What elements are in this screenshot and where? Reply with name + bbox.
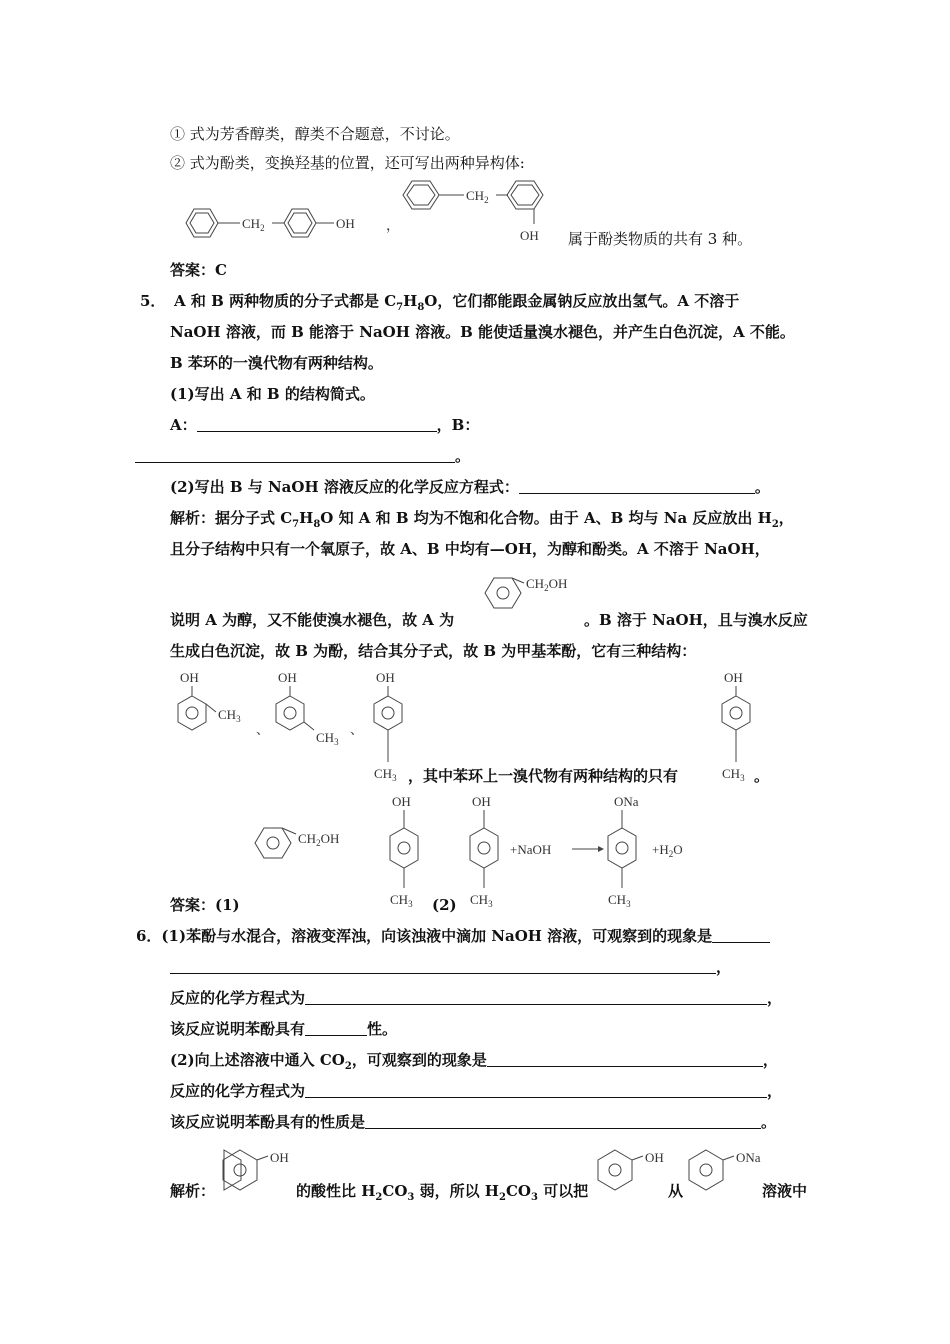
benzene-ring <box>403 181 439 209</box>
analysis-5-line-1: 解析：据分子式 $C_7H_8O$ 知 A 和 B 均为不饱和化合物。由于 A、B 均与 Na 反应放出 $H_2$， <box>170 509 794 530</box>
label-oh: OH <box>472 794 491 809</box>
sep-comma: ， <box>386 219 400 234</box>
question-5-part-2: (2)写出 B 与 NaOH 溶液反应的化学反应方程式： 。 <box>170 478 770 496</box>
sep-dun: 、 <box>256 722 270 737</box>
label-oh: OH <box>520 228 539 243</box>
label-oh: OH <box>376 670 395 685</box>
benzene-ring <box>224 1150 241 1190</box>
benzene-ring <box>374 696 402 730</box>
label-ona: ONa <box>614 794 639 809</box>
label-oh: OH <box>270 1150 289 1165</box>
benzene-ring <box>485 578 521 608</box>
question-6-note-2: 该反应说明苯酚具有的性质是 。 <box>170 1113 777 1131</box>
label-ch3: $CH_3$ <box>374 766 397 783</box>
question-5-line-a: A 和 B 两种物质的分子式都是 $C_7H_8O$，它们都能跟金属钠反应放出氢气。A 不溶于 <box>174 292 740 313</box>
answer-5-part-2: (2) <box>432 896 457 914</box>
label-oh: OH <box>392 794 411 809</box>
label-oh: OH <box>724 670 743 685</box>
label-oh: OH <box>336 216 355 231</box>
label-ch2: $CH_2$ <box>466 188 489 205</box>
benzene-ring <box>284 209 316 237</box>
analysis-5-line-3a: 说明 A 为醇，又不能使溴水褪色，故 A 为 <box>170 611 455 629</box>
label-ch3: $CH_3$ <box>316 730 339 747</box>
label-ch3: $CH_3$ <box>608 892 631 909</box>
label-ch2oh: $CH_2OH$ <box>526 576 568 593</box>
arrow-head-icon <box>598 846 604 852</box>
analysis-6-label: 解析： <box>170 1182 216 1200</box>
benzene-ring <box>722 696 750 730</box>
label-ch2oh: $CH_2OH$ <box>298 831 340 848</box>
benzene-ring <box>689 1150 723 1190</box>
text-line-1: ① 式为芳香醇类，醇类不合题意，不讨论。 <box>170 125 460 143</box>
analysis-5-line-5-end: 。 <box>754 767 770 785</box>
benzene-ring <box>276 696 304 730</box>
benzene-ring <box>255 828 291 858</box>
question-5-line-b: NaOH 溶液，而 B 能溶于 NaOH 溶液。B 能使适量溴水褪色，并产生白色沉淀，A 不能。 <box>170 323 795 341</box>
question-6-part-1: 6．(1)苯酚与水混合，溶液变浑浊，向该浊液中滴加 NaOH 溶液，可观察到的现象是 <box>136 926 770 946</box>
question-6-reaction-2: 反应的化学方程式为 ， <box>170 1082 783 1100</box>
label-ch3: $CH_3$ <box>218 707 241 724</box>
question-6-note-1: 该反应说明苯酚具有 性。 <box>170 1020 398 1038</box>
analysis-6-text-c: 从 <box>668 1182 684 1200</box>
benzene-ring <box>470 828 498 868</box>
label-oh: OH <box>645 1150 664 1165</box>
label-ch3: $CH_3$ <box>390 892 413 909</box>
label-ona: ONa <box>736 1150 761 1165</box>
analysis-5-line-5: ，其中苯环上一溴代物有两种结构的只有 <box>408 767 679 785</box>
label-ch3: $CH_3$ <box>470 892 493 909</box>
benzene-ring <box>507 181 543 209</box>
benzene-ring <box>186 209 218 237</box>
label-ch2: $CH_2$ <box>242 216 265 233</box>
analysis-5-line-4: 生成白色沉淀，故 B 为酚，结合其分子式，故 B 为甲基苯酚，它有三种结构： <box>170 642 697 660</box>
analysis-6-text-b: 的酸性比 $H_2CO_3$ 弱，所以 $H_2CO_3$ 可以把 <box>296 1182 589 1203</box>
analysis-6-text-d: 溶液中 <box>762 1182 808 1200</box>
analysis-5-line-3b: 。B 溶于 NaOH，且与溴水反应 <box>584 611 808 629</box>
label-oh: OH <box>278 670 297 685</box>
answer-4: 答案：C <box>170 261 227 279</box>
benzene-ring <box>598 1150 632 1190</box>
benzene-ring <box>608 828 636 868</box>
label-h2o: $+H_2O$ <box>652 842 683 859</box>
answer-5-part-1: 答案：(1) <box>170 896 240 914</box>
analysis-5-line-2: 且分子结构中只有一个氧原子，故 A、B 中均有—OH，为醇和酚类。A 不溶于 NaOH， <box>170 540 770 558</box>
label-naoh: +NaOH <box>510 842 552 857</box>
question-5-line-c: B 苯环的一溴代物有两种结构。 <box>170 354 383 372</box>
text-line-2: ② 式为酚类，变换羟基的位置，还可写出两种异构体: <box>170 154 525 172</box>
benzene-ring <box>390 828 418 868</box>
label-ch3: $CH_3$ <box>722 766 745 783</box>
question-5-answer-line: A： ，B： <box>170 416 480 434</box>
question-5-part-1: (1)写出 A 和 B 的结构简式。 <box>170 385 375 403</box>
benzene-ring <box>178 696 206 730</box>
benzene-ring <box>223 1150 257 1190</box>
question-5-number: 5． <box>140 292 166 310</box>
text-line-3: 属于酚类物质的共有 3 种。 <box>568 230 753 248</box>
question-5-answer-line-b: 。 <box>135 446 470 466</box>
question-6-blank-line: ， <box>170 957 731 977</box>
label-oh: OH <box>180 670 199 685</box>
question-6-part-2: (2)向上述溶液中通入 $CO_2$，可观察到的现象是 ， <box>170 1051 778 1072</box>
sep-dun: 、 <box>350 722 364 737</box>
question-6-reaction-1: 反应的化学方程式为 ， <box>170 989 783 1007</box>
